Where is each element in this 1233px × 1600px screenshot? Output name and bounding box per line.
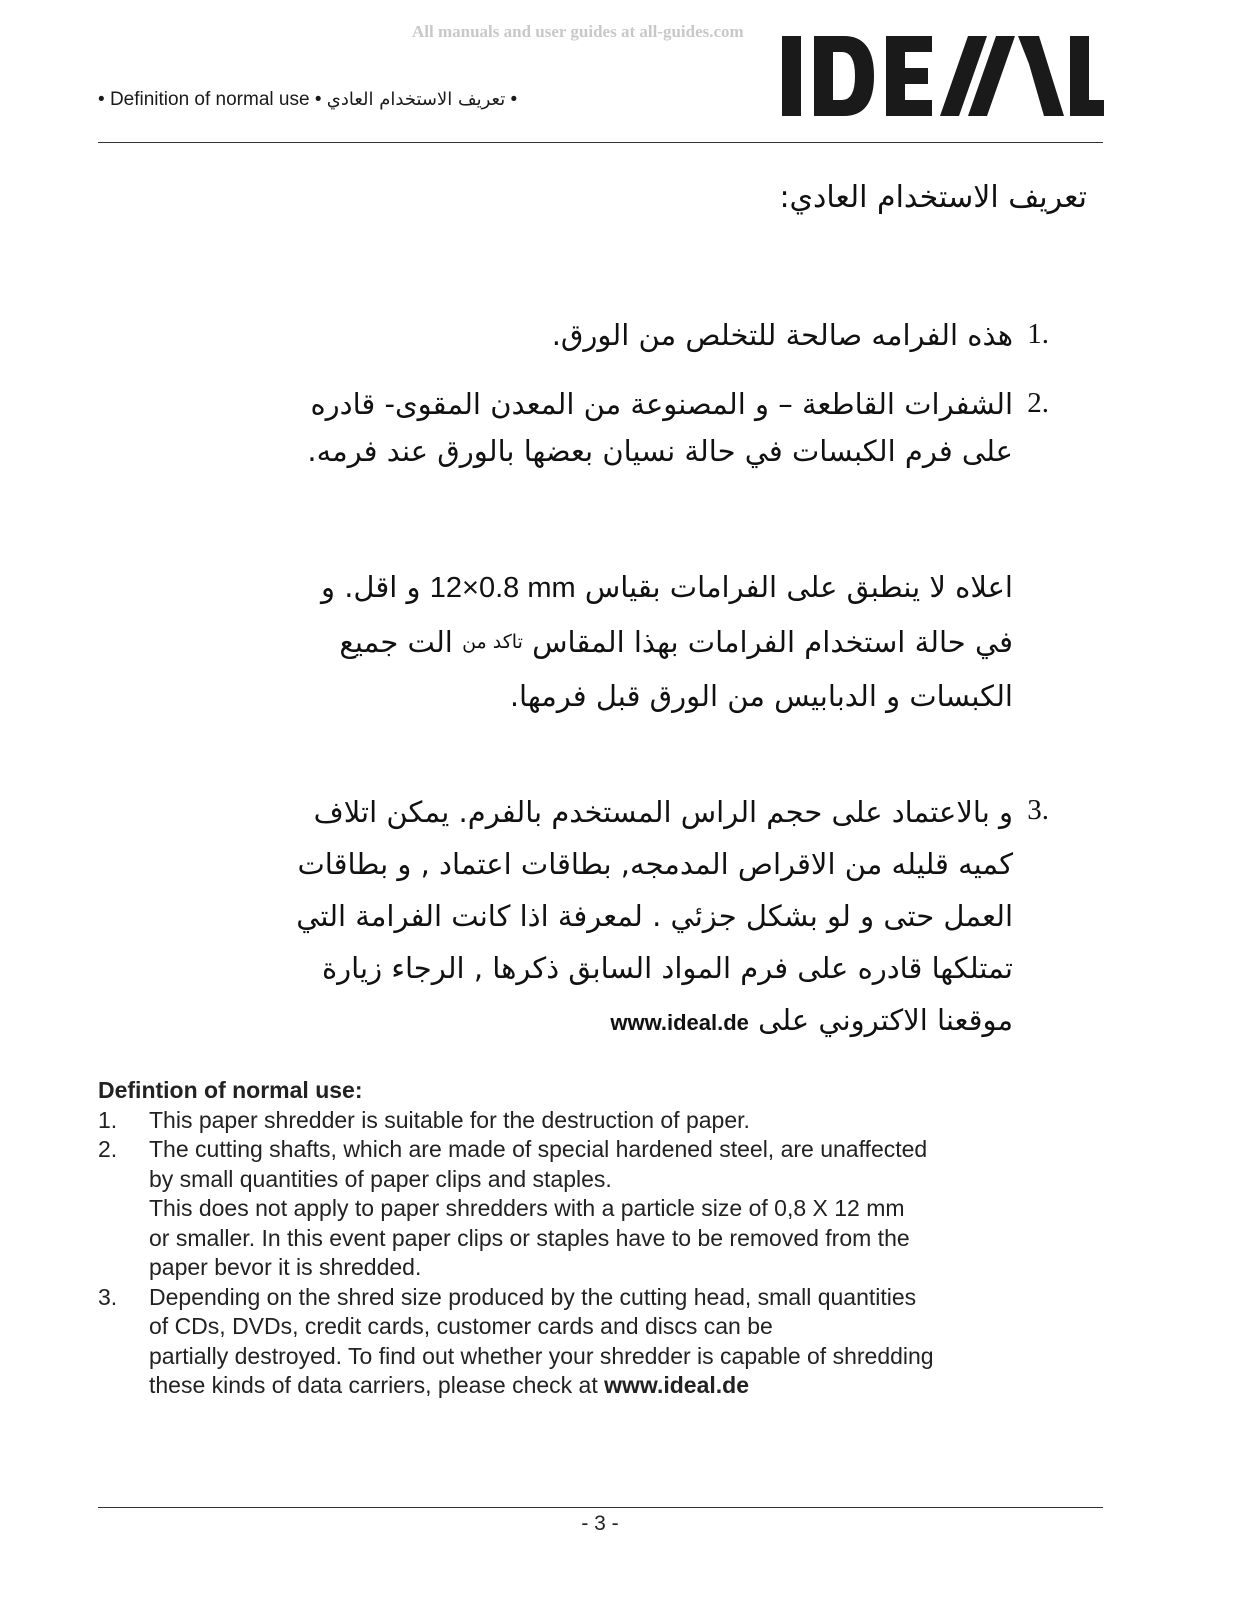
arabic-line: هذه الفرامه صالحة للتخلص من الورق. (551, 318, 1013, 352)
english-item-text: This paper shredder is suitable for the destruction of paper. (149, 1106, 750, 1133)
english-item-2 (98, 1135, 1058, 1283)
header-title-en: Definition of normal use (109, 89, 310, 110)
arabic-text: و اقل. و (320, 570, 421, 604)
arabic-line: الكبسات و الدبابيس من الورق قبل فرمها. (509, 679, 1013, 713)
english-line (149, 1371, 1058, 1401)
english-line: of CDs, DVDs, credit cards, customer cards and discs can be (149, 1313, 773, 1339)
arabic-text: اعلاه لا ينطبق على الفرامات بقياس (584, 570, 1013, 604)
arabic-line (153, 560, 1013, 615)
arabic-line (153, 994, 1013, 1049)
english-text: these kinds of data carriers, please check at (149, 1372, 598, 1398)
english-line: partially destroyed. To find out whether your shredder is capable of shredding (149, 1342, 934, 1369)
arabic-item-1 (153, 312, 1013, 359)
bullet: • (314, 89, 322, 110)
arabic-item-2 (153, 381, 1013, 475)
running-header (98, 89, 517, 111)
arabic-line: العمل حتى و لو بشكل جزئي . لمعرفة اذا كانت الفرامة التي (296, 899, 1013, 933)
arabic-line: كميه قليله من الاقراص المدمجه, بطاقات اعتماد , و بطاقات (297, 847, 1013, 881)
arabic-text: الت جميع (339, 625, 453, 659)
measure-text: 12×0.8 mm (429, 572, 576, 604)
page-number: - 3 - (581, 1512, 619, 1535)
arabic-item-3 (153, 786, 1013, 1049)
arabic-line: الشفرات القاطعة – و المصنوعة من المعدن المقوى- قادره (310, 387, 1013, 421)
english-item-1 (98, 1106, 1058, 1136)
arabic-text: موقعنا الاكتروني على (758, 1003, 1013, 1037)
footer-divider (98, 1507, 1103, 1508)
bullet: • (510, 89, 518, 110)
english-item-number: 1. (98, 1106, 118, 1133)
arabic-text: في حالة استخدام الفرامات بهذا المقاس (532, 625, 1013, 659)
english-line: by small quantities of paper clips and staples. (149, 1165, 612, 1192)
english-section (98, 1076, 1058, 1401)
header-divider (98, 142, 1103, 143)
arabic-line (153, 615, 1013, 669)
arabic-section-title: تعريف الاستخدام العادي: (779, 180, 1087, 215)
header-title-ar: تعريف الاستخدام العادي (326, 89, 506, 110)
arabic-line: تمتلكها قادره على فرم المواد السابق ذكرها , الرجاء زيارة (321, 951, 1013, 985)
english-line: This does not apply to paper shredders with a particle size of 0,8 X 12 mm (149, 1195, 905, 1221)
english-line: paper bevor it is shredded. (149, 1254, 422, 1280)
english-item-3 (98, 1283, 1058, 1401)
ideal-logo (782, 34, 1104, 118)
bullet: • (98, 89, 105, 110)
english-item-number: 3. (98, 1283, 118, 1310)
english-item-text (149, 1283, 1058, 1401)
website-link[interactable]: www.ideal.de (604, 1372, 749, 1398)
watermark: All manuals and user guides at all-guides.com (412, 22, 744, 41)
arabic-item-number: 3. (1027, 794, 1049, 826)
arabic-note (153, 560, 1013, 723)
arabic-item-number: 2. (1027, 387, 1049, 419)
website-link[interactable]: www.ideal.de (610, 1010, 749, 1035)
english-line: Depending on the shred size produced by the cutting head, small quantities (149, 1283, 917, 1310)
arabic-small-text: تاكد من (462, 631, 523, 653)
english-item-text (149, 1135, 1058, 1283)
english-line: The cutting shafts, which are made of special hardened steel, are unaffected (149, 1136, 928, 1162)
english-line: or smaller. In this event paper clips or staples have to be removed from the (149, 1224, 910, 1251)
arabic-line: و بالاعتماد على حجم الراس المستخدم بالفرم. يمكن اتلاف (313, 795, 1013, 829)
english-item-number: 2. (98, 1136, 118, 1162)
arabic-item-number: 1. (1027, 318, 1049, 350)
english-section-title: Defintion of normal use: (98, 1077, 363, 1103)
arabic-line: على فرم الكبسات في حالة نسيان بعضها بالورق عند فرمه. (307, 434, 1013, 468)
